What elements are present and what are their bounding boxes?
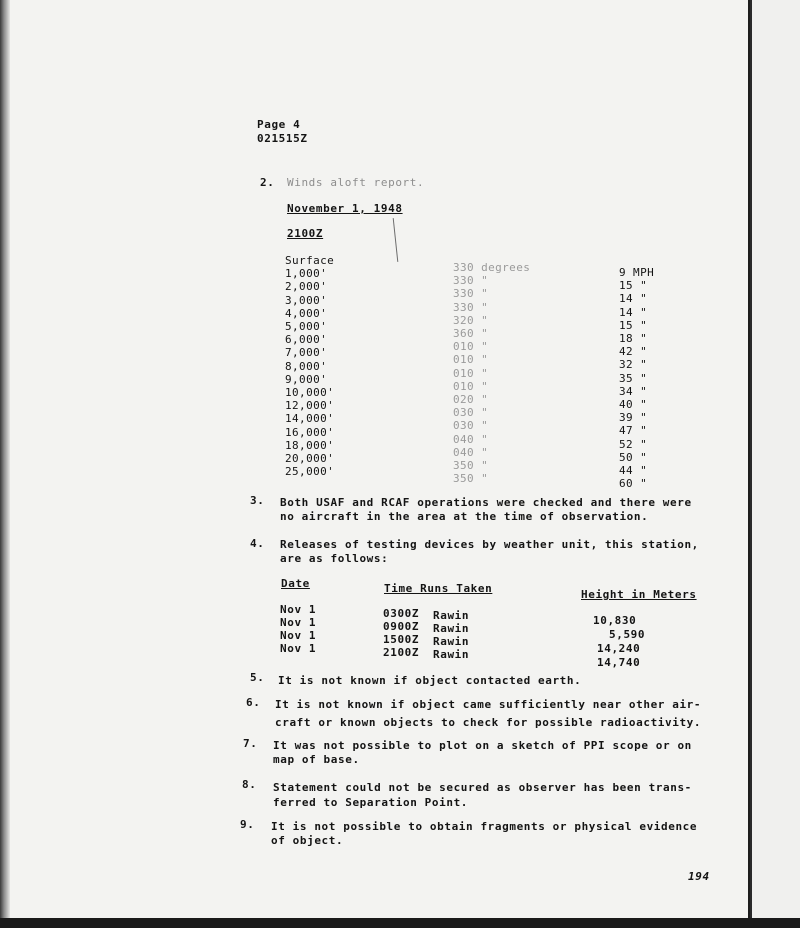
winds-height-cell: 2,000'	[285, 280, 328, 294]
winds-height-cell: 12,000'	[285, 399, 335, 413]
release-row-date: Nov 1	[280, 629, 317, 642]
release-row-type: Rawin	[433, 648, 470, 661]
winds-direction-cell: 010 "	[453, 379, 489, 393]
winds-direction-cell: 010 "	[453, 340, 489, 354]
item9-line1: It is not possible to obtain fragments or physical evidence	[271, 820, 698, 833]
winds-height-cell: 4,000'	[285, 306, 328, 320]
winds-direction-cell: 040 "	[453, 432, 489, 446]
winds-direction-cell: 030 "	[453, 419, 489, 433]
winds-direction-column	[453, 261, 530, 485]
winds-direction-cell: 350 "	[453, 472, 489, 486]
winds-time: 2100Z	[287, 227, 324, 240]
winds-direction-cell: 020 "	[453, 393, 489, 407]
winds-date: November 1, 1948	[287, 202, 403, 215]
winds-speed-cell: 18 "	[619, 332, 648, 346]
item6-line2: craft or known objects to check for possible radioactivity.	[275, 716, 702, 729]
winds-speed-cell: 50 "	[619, 450, 648, 464]
release-row-type: Rawin	[433, 622, 470, 635]
item-number-7: 7.	[243, 737, 258, 750]
winds-height-cell: 20,000'	[285, 452, 335, 466]
winds-height-cell: 25,000'	[285, 465, 335, 479]
winds-speed-cell: 15 "	[619, 318, 648, 332]
release-height: 14,240	[597, 642, 641, 655]
winds-direction-cell: 030 "	[453, 406, 489, 420]
item-number-2: 2.	[260, 176, 275, 189]
item-number-9: 9.	[240, 818, 255, 831]
winds-speed-cell: 52 "	[619, 437, 648, 451]
releases-header-height: Height in Meters	[581, 588, 697, 601]
scan-bottom-edge	[0, 918, 800, 928]
winds-direction-cell: 330 "	[453, 274, 489, 288]
winds-speed-cell: 47 "	[619, 424, 648, 438]
winds-height-cell: 16,000'	[285, 425, 335, 439]
winds-direction-cell: 350 "	[453, 459, 489, 473]
item6-line1: It is not known if object came sufficiently near other air-	[275, 698, 702, 711]
item-number-6: 6.	[246, 696, 261, 709]
winds-height-cell: 1,000'	[285, 267, 328, 281]
winds-speed-cell: 39 "	[619, 411, 648, 425]
winds-speed-cell: 60 "	[619, 477, 648, 491]
release-height: 14,740	[597, 656, 641, 669]
winds-direction-cell: 330 "	[453, 287, 489, 301]
release-row-date: Nov 1	[280, 603, 317, 616]
item8-line2: ferred to Separation Point.	[273, 796, 469, 809]
item-number-4: 4.	[250, 537, 265, 550]
scan-left-edge	[0, 0, 10, 918]
item8-line1: Statement could not be secured as observer has been trans-	[273, 781, 692, 794]
winds-speed-cell: 15 "	[619, 279, 648, 293]
release-row-type: Rawin	[433, 609, 470, 622]
winds-direction-cell: 040 "	[453, 445, 489, 459]
winds-direction-cell: 360 "	[453, 327, 489, 341]
winds-speed-column	[619, 266, 654, 490]
winds-direction-cell: 320 "	[453, 313, 489, 327]
release-height: 10,830	[593, 614, 637, 627]
winds-speed-cell: 34 "	[619, 384, 648, 398]
winds-heights-column	[285, 254, 334, 478]
winds-direction-cell: 330 "	[453, 300, 489, 314]
item-number-8: 8.	[242, 778, 257, 791]
winds-height-cell: Surface	[285, 254, 335, 267]
release-row-time: 1500Z	[383, 633, 420, 646]
item9-line2: of object.	[271, 834, 344, 847]
release-row-time: 2100Z	[383, 646, 420, 659]
releases-header-time: Time Runs Taken	[384, 582, 493, 595]
item7-line1: It was not possible to plot on a sketch of PPI scope or on	[273, 739, 692, 752]
release-height: 5,590	[609, 628, 646, 641]
release-row-time: 0300Z	[383, 607, 420, 620]
page-reference: 194	[688, 870, 710, 883]
winds-height-cell: 5,000'	[285, 320, 328, 334]
winds-height-cell: 7,000'	[285, 346, 328, 360]
release-row-type: Rawin	[433, 635, 470, 648]
item7-line2: map of base.	[273, 753, 360, 766]
scan-right-margin	[750, 0, 800, 918]
page-number: Page 4	[257, 118, 301, 131]
winds-height-cell: 9,000'	[285, 372, 328, 386]
winds-height-cell: 18,000'	[285, 438, 335, 452]
winds-speed-cell: 40 "	[619, 398, 648, 412]
winds-height-cell: 8,000'	[285, 359, 328, 373]
winds-speed-cell: 14 "	[619, 305, 648, 319]
winds-speed-cell: 14 "	[619, 292, 648, 306]
release-row-date: Nov 1	[280, 616, 317, 629]
winds-aloft-title: Winds aloft report.	[287, 176, 425, 189]
item3-line2: no aircraft in the area at the time of observation.	[280, 510, 649, 523]
releases-header-date: Date	[281, 577, 310, 590]
item4-line2: are as follows:	[280, 552, 389, 565]
winds-speed-cell: 9 MPH	[619, 266, 655, 279]
item-number-3: 3.	[250, 494, 265, 507]
item4-line1: Releases of testing devices by weather unit, this station,	[280, 538, 699, 551]
winds-speed-cell: 35 "	[619, 371, 648, 385]
winds-direction-cell: 330 degrees	[453, 261, 531, 274]
date-time-group: 021515Z	[257, 132, 308, 145]
release-row-time: 0900Z	[383, 620, 420, 633]
winds-height-cell: 10,000'	[285, 386, 335, 400]
winds-speed-cell: 32 "	[619, 358, 648, 372]
winds-height-cell: 3,000'	[285, 293, 328, 307]
item3-line1: Both USAF and RCAF operations were checked and there were	[280, 496, 692, 509]
winds-height-cell: 14,000'	[285, 412, 335, 426]
winds-speed-cell: 44 "	[619, 464, 648, 478]
item5-line1: It is not known if object contacted earth.	[278, 674, 582, 687]
item-number-5: 5.	[250, 671, 265, 684]
winds-direction-cell: 010 "	[453, 353, 489, 367]
winds-speed-cell: 42 "	[619, 345, 648, 359]
winds-height-cell: 6,000'	[285, 333, 328, 347]
winds-direction-cell: 010 "	[453, 366, 489, 380]
release-row-date: Nov 1	[280, 642, 317, 655]
